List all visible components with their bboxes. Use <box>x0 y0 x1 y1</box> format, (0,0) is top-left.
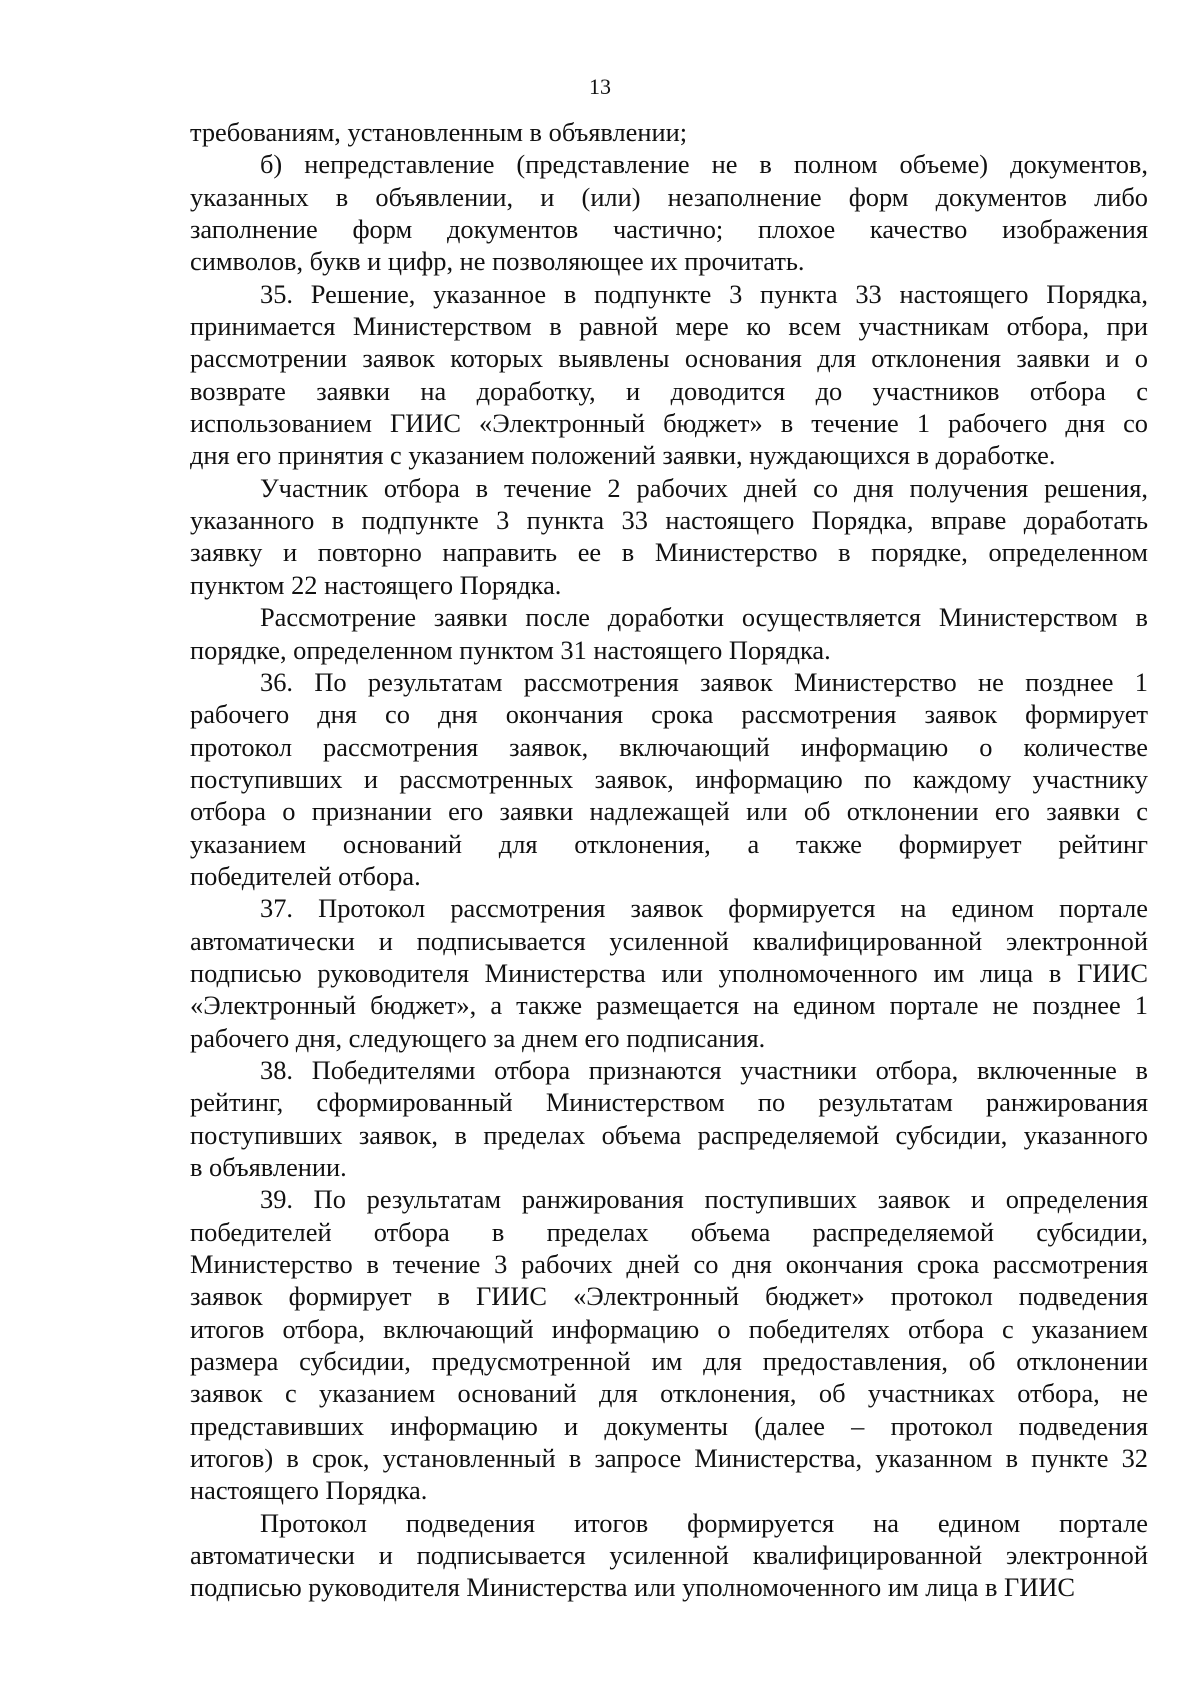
text-line <box>190 795 1148 827</box>
line-text: заявок с указанием оснований для отклонения, об участниках отбора, не <box>190 1378 1148 1409</box>
text-line <box>190 1183 1148 1215</box>
text-line <box>190 213 1148 245</box>
line-text: итогов) в срок, установленный в запросе Министерства, указанном в пункте 32 <box>190 1443 1148 1474</box>
text-line <box>190 634 1148 666</box>
line-text: поступивших и рассмотренных заявок, информацию по каждому участнику <box>190 763 1148 794</box>
line-text: рейтинг, сформированный Министерством по результатам ранжирования <box>190 1087 1148 1118</box>
line-text: 37. Протокол рассмотрения заявок формируется на едином портале <box>260 893 1148 924</box>
text-line <box>190 1022 1148 1054</box>
line-text: автоматически и подписывается усиленной квалифицированной электронной <box>190 1540 1148 1571</box>
line-text: протокол рассмотрения заявок, включающий информацию о количестве <box>190 731 1148 762</box>
line-text: «Электронный бюджет», а также размещается на едином портале не позднее 1 <box>190 990 1148 1021</box>
text-line <box>190 1248 1148 1280</box>
line-text: указанных в объявлении, и (или) незаполнение форм документов либо <box>190 181 1148 212</box>
text-line <box>190 1151 1148 1183</box>
text-line <box>190 278 1148 310</box>
text-line <box>190 342 1148 374</box>
line-text: символов, букв и цифр, не позволяющее их прочитать. <box>190 246 805 277</box>
text-line <box>190 1507 1148 1539</box>
text-line <box>190 375 1148 407</box>
line-text: порядке, определенном пунктом 31 настоящего Порядка. <box>190 634 831 665</box>
text-line <box>190 1345 1148 1377</box>
text-line <box>190 181 1148 213</box>
text-line <box>190 472 1148 504</box>
line-text: рассмотрении заявок которых выявлены основания для отклонения заявки и о <box>190 343 1148 374</box>
line-text: рабочего дня со дня окончания срока рассмотрения заявок формирует <box>190 699 1148 730</box>
line-text: победителей отбора в пределах объема распределяемой субсидии, <box>190 1216 1148 1247</box>
line-text: пунктом 22 настоящего Порядка. <box>190 569 562 600</box>
line-text: требованиям, установленным в объявлении; <box>190 117 688 147</box>
text-line <box>190 116 1148 148</box>
line-text: размера субсидии, предусмотренной им для предоставления, об отклонении <box>190 1346 1148 1377</box>
text-line <box>190 1410 1148 1442</box>
line-text: Участник отбора в течение 2 рабочих дней со дня получения решения, <box>260 472 1148 503</box>
line-text: поступивших заявок, в пределах объема распределяемой субсидии, указанного <box>190 1119 1148 1150</box>
text-line <box>190 731 1148 763</box>
line-text: 36. По результатам рассмотрения заявок Министерство не позднее 1 <box>260 666 1148 697</box>
text-line <box>190 1474 1148 1506</box>
line-text: подписью руководителя Министерства или уполномоченного им лица в ГИИС <box>190 957 1148 988</box>
line-text: в объявлении. <box>190 1152 347 1182</box>
line-text: 35. Решение, указанное в подпункте 3 пункта 33 настоящего Порядка, <box>260 278 1148 309</box>
text-line <box>190 1377 1148 1409</box>
line-text: дня его принятия с указанием положений заявки, нуждающихся в доработке. <box>190 440 1056 471</box>
line-text: Рассмотрение заявки после доработки осуществляется Министерством в <box>260 602 1148 633</box>
text-line <box>190 601 1148 633</box>
text-line <box>190 1571 1148 1603</box>
text-line <box>190 536 1148 568</box>
line-text: рабочего дня, следующего за днем его подписания. <box>190 1022 766 1053</box>
text-line <box>190 439 1148 471</box>
page-number: 13 <box>589 74 611 99</box>
line-text: отбора о признании его заявки надлежащей или об отклонении его заявки с <box>190 796 1148 827</box>
line-text: автоматически и подписывается усиленной квалифицированной электронной <box>190 925 1148 956</box>
text-line <box>190 407 1148 439</box>
line-text: заявку и повторно направить ее в Министерство в порядке, определенном <box>190 537 1148 568</box>
text-line <box>190 1086 1148 1118</box>
line-text: б) непредставление (представление не в полном объеме) документов, <box>260 149 1148 180</box>
line-text: указанного в подпункте 3 пункта 33 настоящего Порядка, вправе доработать <box>190 505 1148 536</box>
text-line <box>190 1442 1148 1474</box>
line-text: победителей отбора. <box>190 860 421 891</box>
text-line <box>190 1216 1148 1248</box>
text-line <box>190 666 1148 698</box>
line-text: представивших информацию и документы (далее – протокол подведения <box>190 1410 1148 1441</box>
text-line <box>190 148 1148 180</box>
text-line <box>190 892 1148 924</box>
text-line <box>190 245 1148 277</box>
line-text: 39. По результатам ранжирования поступивших заявок и определения <box>260 1184 1148 1215</box>
line-text: возврате заявки на доработку, и доводится до участников отбора с <box>190 375 1148 406</box>
line-text: итогов отбора, включающий информацию о победителях отбора с указанием <box>190 1313 1148 1344</box>
line-text: заполнение форм документов частично; плохое качество изображения <box>190 214 1148 245</box>
line-text: Протокол подведения итогов формируется на едином портале <box>260 1507 1148 1538</box>
text-line <box>190 925 1148 957</box>
line-text: принимается Министерством в равной мере ко всем участникам отбора, при <box>190 311 1148 342</box>
line-text: заявок формирует в ГИИС «Электронный бюджет» протокол подведения <box>190 1281 1148 1312</box>
text-line <box>190 860 1148 892</box>
text-line <box>190 1539 1148 1571</box>
text-line <box>190 1280 1148 1312</box>
text-line <box>190 1313 1148 1345</box>
line-text: настоящего Порядка. <box>190 1475 428 1506</box>
text-line <box>190 957 1148 989</box>
text-line <box>190 763 1148 795</box>
line-text: 38. Победителями отбора признаются участники отбора, включенные в <box>260 1054 1148 1085</box>
line-text: подписью руководителя Министерства или уполномоченного им лица в ГИИС <box>190 1572 1076 1603</box>
text-line <box>190 828 1148 860</box>
line-text: использованием ГИИС «Электронный бюджет» в течение 1 рабочего дня со <box>190 408 1148 439</box>
text-line <box>190 989 1148 1021</box>
text-line <box>190 504 1148 536</box>
text-line <box>190 310 1148 342</box>
line-text: указанием оснований для отклонения, а также формирует рейтинг <box>190 828 1148 859</box>
text-line <box>190 698 1148 730</box>
line-text: Министерство в течение 3 рабочих дней со дня окончания срока рассмотрения <box>190 1249 1148 1280</box>
text-line <box>190 1119 1148 1151</box>
document-body <box>190 116 1148 1604</box>
text-line <box>190 1054 1148 1086</box>
text-line <box>190 569 1148 601</box>
